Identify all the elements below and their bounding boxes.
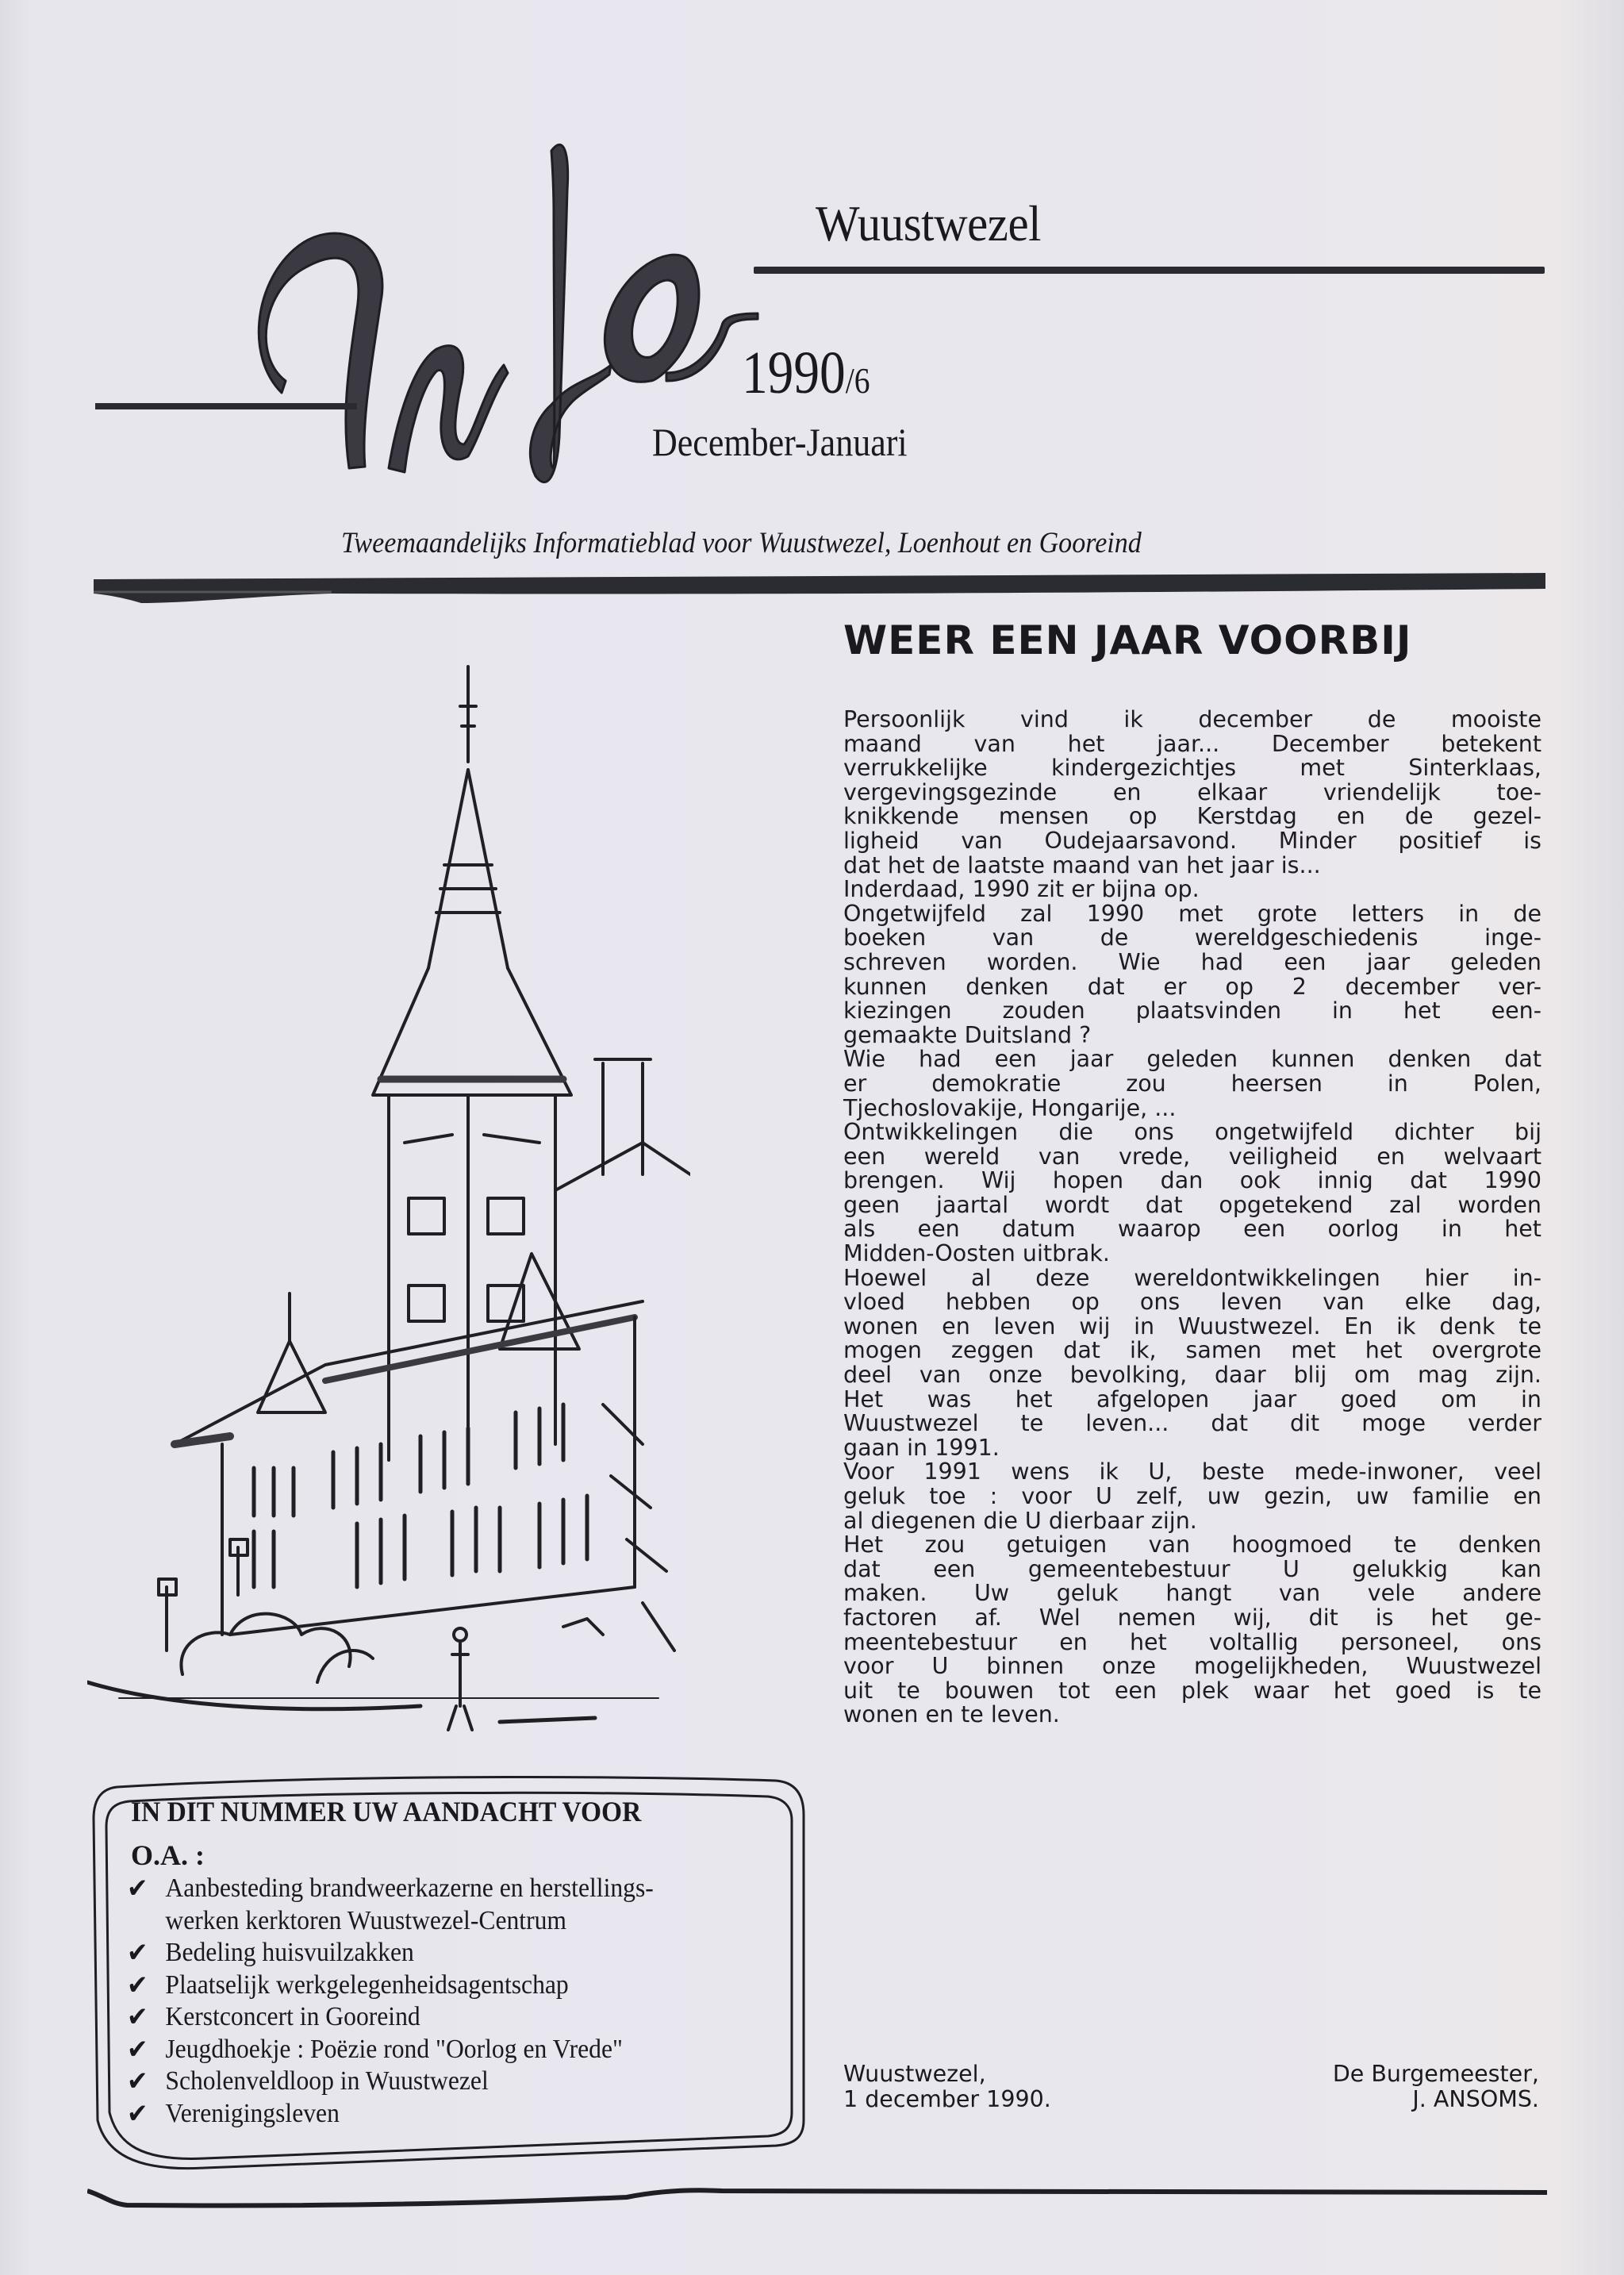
issue-number <box>742 340 870 406</box>
logo-letter-n <box>389 346 508 472</box>
article-line: uit te bouwen tot een plek waar het goed is te <box>843 1677 1541 1704</box>
article-line: vloed hebben op ons leven van elke dag, <box>843 1289 1541 1316</box>
article-line: er demokratie zou heersen in Polen, <box>843 1070 1541 1097</box>
article-line: wonen en te leven. <box>843 1701 1060 1728</box>
contents-item <box>127 2034 754 2066</box>
masthead-tagline: Tweemaandelijks Informatieblad voor Wuustwezel, Loenhout en Gooreind <box>341 527 1142 559</box>
article-line: Inderdaad, 1990 zit er bijna op. <box>843 876 1200 903</box>
contents-item-text: Jeugdhoekje : Poëzie rond "Oorlog en Vrede" <box>165 2034 623 2064</box>
contents-item <box>127 2098 754 2131</box>
logo-letter-f <box>530 144 611 482</box>
contents-item-text: Bedeling huisvuilzakken <box>165 1938 414 1967</box>
signature-author <box>1190 2062 1539 2112</box>
article-line: kunnen denken dat er op 2 december ver- <box>843 973 1541 1000</box>
article-line: Het was het afgelopen jaar goed om in <box>843 1385 1541 1412</box>
article-headline: WEER EEN JAAR VOORBIJ <box>843 617 1412 663</box>
signature-name: J. ANSOMS. <box>1412 2086 1539 2112</box>
contents-item <box>127 2001 754 2034</box>
checkmark-icon: ✔ <box>127 2097 148 2130</box>
issue-months: December-Januari <box>652 420 908 464</box>
masthead-left-rule <box>95 403 357 409</box>
article-line: al diegenen die U dierbaar zijn. <box>843 1507 1197 1534</box>
article-line: geen jaartal wordt dat opgetekend zal worden <box>843 1191 1541 1218</box>
article-line: deel van onze bevolking, daar blij om mag zijn. <box>843 1362 1541 1389</box>
masthead-thick-rule <box>94 568 1545 608</box>
article-line: ligheid van Oudejaarsavond. Minder positief is <box>843 827 1541 854</box>
checkmark-icon: ✔ <box>127 2033 148 2066</box>
masthead-town: Wuustwezel <box>816 195 1042 252</box>
article-line: Het zou getuigen van hoogmoed te denken <box>843 1531 1541 1558</box>
contents-item-text: Kerstconcert in Gooreind <box>165 2002 420 2031</box>
article-line: dat het de laatste maand van het jaar is... <box>843 851 1321 878</box>
contents-item <box>127 1969 754 2002</box>
article-line: maken. Uw geluk hangt van vele andere <box>843 1580 1541 1607</box>
contents-item-text: Scholenveldloop in Wuustwezel <box>165 2066 489 2096</box>
article-line: Wie had een jaar geleden kunnen denken dat <box>843 1046 1541 1073</box>
article-body <box>843 708 1541 1727</box>
article-line: knikkende mensen op Kerstdag en de gezel- <box>843 803 1541 830</box>
contents-list <box>127 1873 801 2130</box>
contents-item <box>127 1873 754 1937</box>
article-line: gemaakte Duitsland ? <box>843 1021 1092 1048</box>
contents-box-subtitle: O.A. : <box>131 1839 205 1871</box>
article-line: mogen zeggen dat ik, samen met het overgrote <box>843 1337 1541 1364</box>
article-line: Ongetwijfeld zal 1990 met grote letters in de <box>843 900 1541 927</box>
article-line: factoren af. Wel nemen wij, dit is het ge- <box>843 1604 1541 1631</box>
article-line: brengen. Wij hopen dan ook innig dat 1990 <box>843 1167 1541 1194</box>
article-line: een wereld van vrede, veiligheid en welvaart <box>843 1143 1541 1170</box>
bottom-rule <box>87 2186 1547 2218</box>
signature-place: Wuustwezel, <box>843 2061 986 2087</box>
logo-letter-i <box>259 233 382 468</box>
article-line: maand van het jaar... December betekent <box>843 730 1541 757</box>
contents-item <box>127 2066 754 2098</box>
article-line: Persoonlijk vind ik december de mooiste <box>843 706 1541 732</box>
logo-letter-o <box>605 255 699 382</box>
article-line: vergevingsgezinde en elkaar vriendelijk toe- <box>843 778 1541 805</box>
checkmark-icon: ✔ <box>127 2001 148 2033</box>
article-line: gaan in 1991. <box>843 1434 1000 1461</box>
contents-box-title: IN DIT NUMMER UW AANDACHT VOOR <box>131 1796 642 1827</box>
checkmark-icon: ✔ <box>127 1873 148 1904</box>
article-line: Ontwikkelingen die ons ongetwijfeld dichter bij <box>843 1119 1541 1146</box>
article-line: wonen en leven wij in Wuustwezel. En ik denk te <box>843 1312 1541 1339</box>
signature-date: 1 december 1990. <box>843 2086 1051 2112</box>
article-line: Voor 1991 wens ik U, beste mede-inwoner, veel <box>843 1458 1541 1485</box>
article-line: dat een gemeentebestuur U gelukkig kan <box>843 1555 1541 1582</box>
article-line: schreven worden. Wie had een jaar geleden <box>843 948 1541 975</box>
article-line: Tjechoslovakije, Hongarije, ... <box>843 1094 1177 1121</box>
town-hall-drawing <box>87 651 690 1738</box>
issue-suffix: /6 <box>845 360 870 401</box>
contents-item-text: Aanbesteding brandweerkazerne en herstellings- <box>165 1873 654 1903</box>
article-line: kiezingen zouden plaatsvinden in het een- <box>843 997 1541 1024</box>
article-line: geluk toe : voor U zelf, uw gezin, uw familie en <box>843 1483 1541 1509</box>
issue-year: 1990 <box>742 340 846 406</box>
signature-place-date <box>843 2062 1051 2112</box>
checkmark-icon: ✔ <box>127 2066 148 2097</box>
checkmark-icon: ✔ <box>127 1937 148 1969</box>
contents-item <box>127 1937 754 1969</box>
article-line: meentebestuur en het voltallig personeel, ons <box>843 1628 1541 1655</box>
signature-role: De Burgemeester, <box>1332 2061 1539 2087</box>
article-line: Midden-Oosten uitbrak. <box>843 1240 1110 1267</box>
article-line: als een datum waarop een oorlog in het <box>843 1216 1541 1243</box>
article-line: boeken van de wereldgeschiedenis inge- <box>843 924 1541 951</box>
checkmark-icon: ✔ <box>127 1969 148 2001</box>
masthead-top-rule <box>754 267 1545 274</box>
article-line: Wuustwezel te leven... dat dit moge verder <box>843 1410 1541 1437</box>
contents-item-continuation: werken kerktoren Wuustwezel-Centrum <box>165 1905 567 1935</box>
contents-item-text: Verenigingsleven <box>165 2098 340 2128</box>
contents-item-text: Plaatselijk werkgelegenheidsagentschap <box>165 1969 569 2000</box>
article-line: voor U binnen onze mogelijkheden, Wuustwezel <box>843 1653 1541 1680</box>
article-line: Hoewel al deze wereldontwikkelingen hier in- <box>843 1264 1541 1291</box>
article-line: verrukkelijke kindergezichtjes met Sinterklaas, <box>843 755 1541 782</box>
